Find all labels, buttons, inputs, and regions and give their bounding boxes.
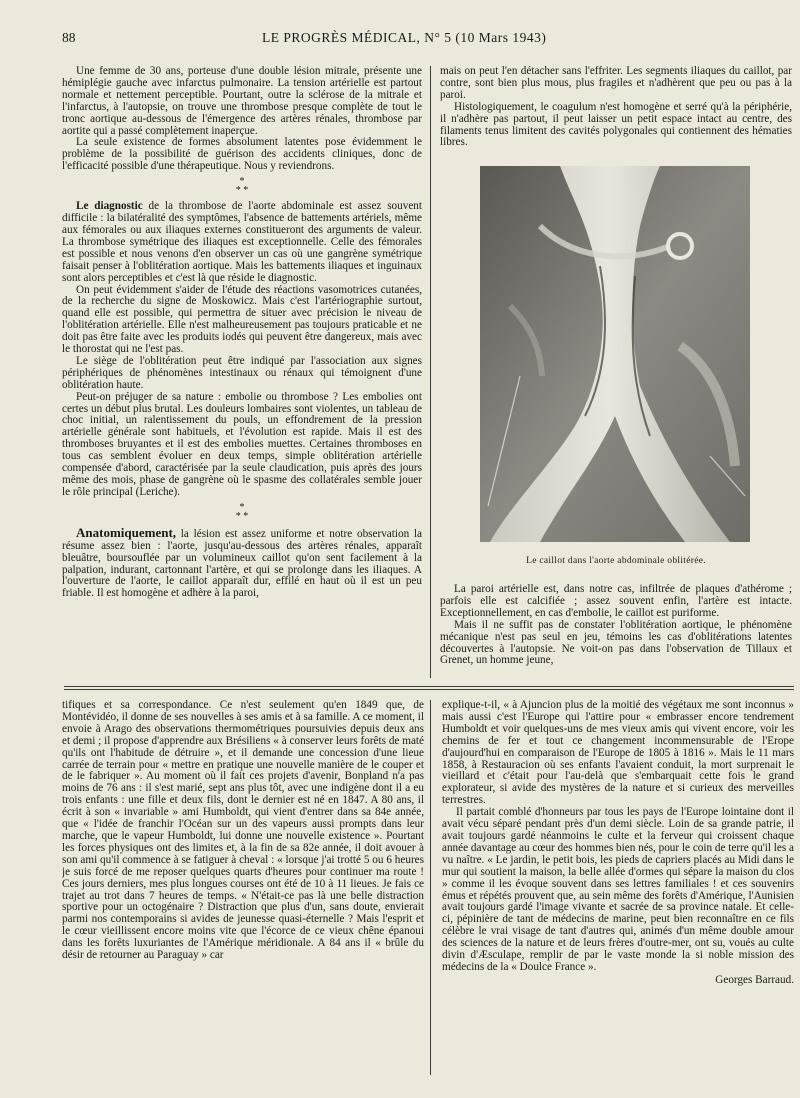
upper-left-column	[62, 66, 422, 678]
paragraph: tifiques et sa correspondance. Ce n'est seulement qu'en 1849 que, de Montévidéo, il donne de ses nouvelles à ses amis et à sa famille. A ce moment, il envoie à Arago des observations thermométriques poursuivies depuis deux ans et demi ; il propose d'apprendre aux Brésiliens « à conserver leurs forêts de maté qu'ils ont l'habitude de détruire », et il demande une concession d'une lieue carrée de terrain pour « mettre en pratique une nouvelle manière de le couper et de le fabriquer ». Au moment où il fait ces projets d'avenir, Bonpland n'a pas moins de 76 ans : il s'est marié, sept ans plus tôt, avec une indigène dont il a eu trois enfants : une fille et deux fils, dont le dernier est né en 1847. A 80 ans, il écrit à son « invariable » ami Humboldt, qui vient d'entrer dans sa 84e année, que « l'idée de franchir l'Océan sur un des vapeurs aussi prompts dans leur marche, que le vapeur Humboldt, lui donne une nouvelle existence ». Pourtant les forces physiques ont des limites et, à la fin de sa 82e année, il doit avouer à son ami qu'il commence à se fatiguer à cheval : « lorsque j'ai trotté 5 ou 6 heures je suis forcé de me reposer quelques quarts d'heures pour continuer ma route ! Ces jours derniers, mes plus longues courses ont été de 10 à 11 lieues. Je fais ce trajet au trot dans 7 heures de temps. « N'était-ce pas là une belle distraction sportive pour un octogénaire ? Distraction que plus d'un, sans doute, envierait parmi nos contemporains si avides de jeunesse quasi-éternelle ? Mais l'esprit et le cœur vieillissent encore moins vite que l'écorce de ce vieux chêne épanoui dans les forêts luxuriantes de l'Amérique méridionale. A 84 ans il « brûle du désir de retourner au Paraguay » car	[62, 700, 424, 962]
section-separator: * * *	[235, 176, 249, 197]
paragraph: Une femme de 30 ans, porteuse d'une double lésion mitrale, présente une hémiplégie gauche avec infarctus pulmonaire. La tension artérielle est partout normale et nettement perceptible. Pourtant, outre la sclérose de la mitrale et l'infarctus, à l'autopsie, on trouve une thrombose presque complète de tout le tronc aortique au-dessous de l'émergence des artères rénales, thrombose par aortite qui a passé complètement inaperçue.	[62, 66, 422, 137]
section-separator: * * *	[235, 501, 249, 522]
paragraph: Il partait comblé d'honneurs par tous les pays de l'Europe lointaine dont il avait vécu séparé pendant près d'un demi siècle. Loin de sa grande patrie, il avait toujours gardé néanmoins le culte et la ferveur qui croissent chaque année davantage au cœur des hommes bien nés, pour le coin de terre qu'il les a vu naître. « Le jardin, le petit bois, les pieds de capriers placés au Midi dans le mur qui soutient la maison, la belle allée d'ormes qui sépare la maison du clos » comme il les évoque souvent dans ses lettres familiales ! et ces souvenirs émus et répétés prouvent que, au sein même des forêts d'Amérique, l'Aunisien avait toujours gardé l'image vivante et sacrée de sa province natale. Et celle-ci, pépinière de tant de médecins de marine, peut bien reconnaître en ce fils célèbre le vrai visage de tant d'autres qui, animés d'un même double amour des sciences de la nature et de leurs frères d'outre-mer, ont su, voués au culte divin d'Æsculape, remplir de par le vaste monde la si noble mission des médecins de la « Doulce France ».	[442, 806, 794, 973]
page-number: 88	[62, 30, 76, 45]
aorta-specimen-photo	[480, 166, 750, 542]
section-rule	[64, 689, 794, 690]
upper-right-column-top	[440, 66, 792, 160]
author-signature: Georges Barraud.	[715, 973, 794, 986]
paragraph-diagnostic	[62, 201, 422, 284]
paragraph: Mais il ne suffit pas de constater l'oblitération aortique, le phénomène mécanique n'est pas seul en jeu, témoins les cas d'oblitérations latentes découvertes à l'autopsie. Ne voit-on pas dans l'observation de Tillaux et Grenet, un homme jeune,	[440, 618, 792, 667]
running-title: LE PROGRÈS MÉDICAL, N° 5 (10 Mars 1943)	[262, 30, 547, 45]
paragraph-anatomy	[62, 524, 422, 600]
lower-right-column	[442, 700, 794, 1075]
column-divider	[430, 66, 431, 678]
paragraph-text: de la thrombose de l'aorte abdominale est assez souvent difficile : la bilatéralité des symptômes, l'absence de battements artériels, même aux fémorales ou aux iliaques externes constitueront des arguments de valeur. La thrombose symétrique des iliaques est exceptionnelle. Celle des fémorales est possible et nous venons d'en observer un cas où une gangrène symétrique faisait penser à l'oblitération aortique. Mais les battements iliaques et inguinaux sont alors perceptibles et c'est là que réside le diagnostic.	[62, 200, 422, 284]
paragraph: La seule existence de formes absolument latentes pose évidemment le problème de la possibilité de guérison des accidents cliniques, donc de l'efficacité possible d'une thérapeutique. Nous y reviendrons.	[62, 136, 422, 173]
paragraph: Peut-on préjuger de sa nature : embolie ou thrombose ? Les embolies ont certes un début plus brutal. Les douleurs lombaires sont violentes, un tableau de choc initial, un ralentissement du pouls, un effondrement de la pression artérielle générale sont habituels, et l'évolution est rapide. Mais il est des thromboses bruyantes et il est des embolies muettes. Certaines thromboses en tous cas semblent évoluer en deux temps, simple oblitération artérielle compensée d'abord, caractérisée par la seule claudication, puis après des jours même des mois, phase de gangrène où le spasme des collatérales semble jouer le rôle principal (Leriche).	[62, 390, 422, 498]
column-divider	[430, 700, 431, 1075]
paragraph: On peut évidemment s'aider de l'étude des réactions vasomotrices cutanées, de la recherche du signe de Moskowicz. Mais c'est l'artériographie surtout, quand elle est possible, qui permettra de situer avec précision le niveau de l'oblitération artérielle. Elle n'est malheureusement pas toujours praticable et ne doit pas être faite avec les produits iodés qui peuvent être dangereux, mais avec le thorostat qui ne l'est pas.	[62, 283, 422, 356]
upper-right-column-bottom	[440, 584, 792, 682]
paragraph: Le siège de l'oblitération peut être indiqué par l'association aux signes périphériques de phénomènes intestinaux ou rénaux qui témoignent d'une oblitération haute.	[62, 354, 422, 391]
paragraph: Histologiquement, le coagulum n'est homogène et serré qu'à la périphérie, il n'adhère pas partout, il peut laisser un petit espace intact au centre, des filaments tenus limitent des cavités polygonales qui contiennent des hématies libres.	[440, 100, 792, 149]
lead-word: Anatomiquement,	[76, 524, 177, 540]
page-header	[62, 30, 782, 50]
lower-left-column	[62, 700, 424, 1075]
lead-word: Le diagnostic	[76, 200, 143, 213]
section-rule	[64, 686, 794, 687]
paragraph-text: la lésion est assez uniforme et notre observation la résume assez bien : l'aorte, jusqu'au-dessous des artères rénales, apparaît bleuâtre, boursouflée par un volumineux caillot qu'on sent facilement à la palpation, indurant, cartonnant l'artère, et qui se prolonge dans les iliaques. A l'ouverture de l'aorte, le caillot apparaît dur, effilé en haut où il est un peu friable. Il est homogène et adhère à la paroi,	[62, 527, 422, 600]
paragraph: La paroi artérielle est, dans notre cas, infiltrée de plaques d'athérome ; parfois elle est calcifiée ; assez souvent enfin, l'artère est intacte. Exceptionnellement, en cas d'embolie, le caillot est puriforme.	[440, 584, 792, 619]
paragraph: explique-t-il, « à Ajuncion plus de la moitié des végétaux me sont inconnus » mais aussi c'est l'Europe qui l'attire pour « embrasser encore tendrement Humboldt et voir quelques-uns de mes vieux amis qui vivent encore, voir les chemins de fer et tout ce changement incommensurable de l'Erope d'aujourd'hui en comparaison de l'Europe de 1805 à 1816 ». Mais le 11 mars 1858, à Restauracion où ses enfants l'avaient conduit, la mort surprenait le vieillard et c'était pour l'au-delà que s'embarquait cette fois le grand explorateur, si avide des mystères de la nature et si curieux des merveilles terrestres.	[442, 700, 794, 807]
figure-caption: Le caillot dans l'aorte abdominale oblitérée.	[526, 556, 706, 566]
paragraph: mais on peut l'en détacher sans l'effriter. Les segments iliaques du caillot, par contre, sont bien plus mous, plus fragiles et n'adhèrent que peu ou pas à la paroi.	[440, 66, 792, 101]
